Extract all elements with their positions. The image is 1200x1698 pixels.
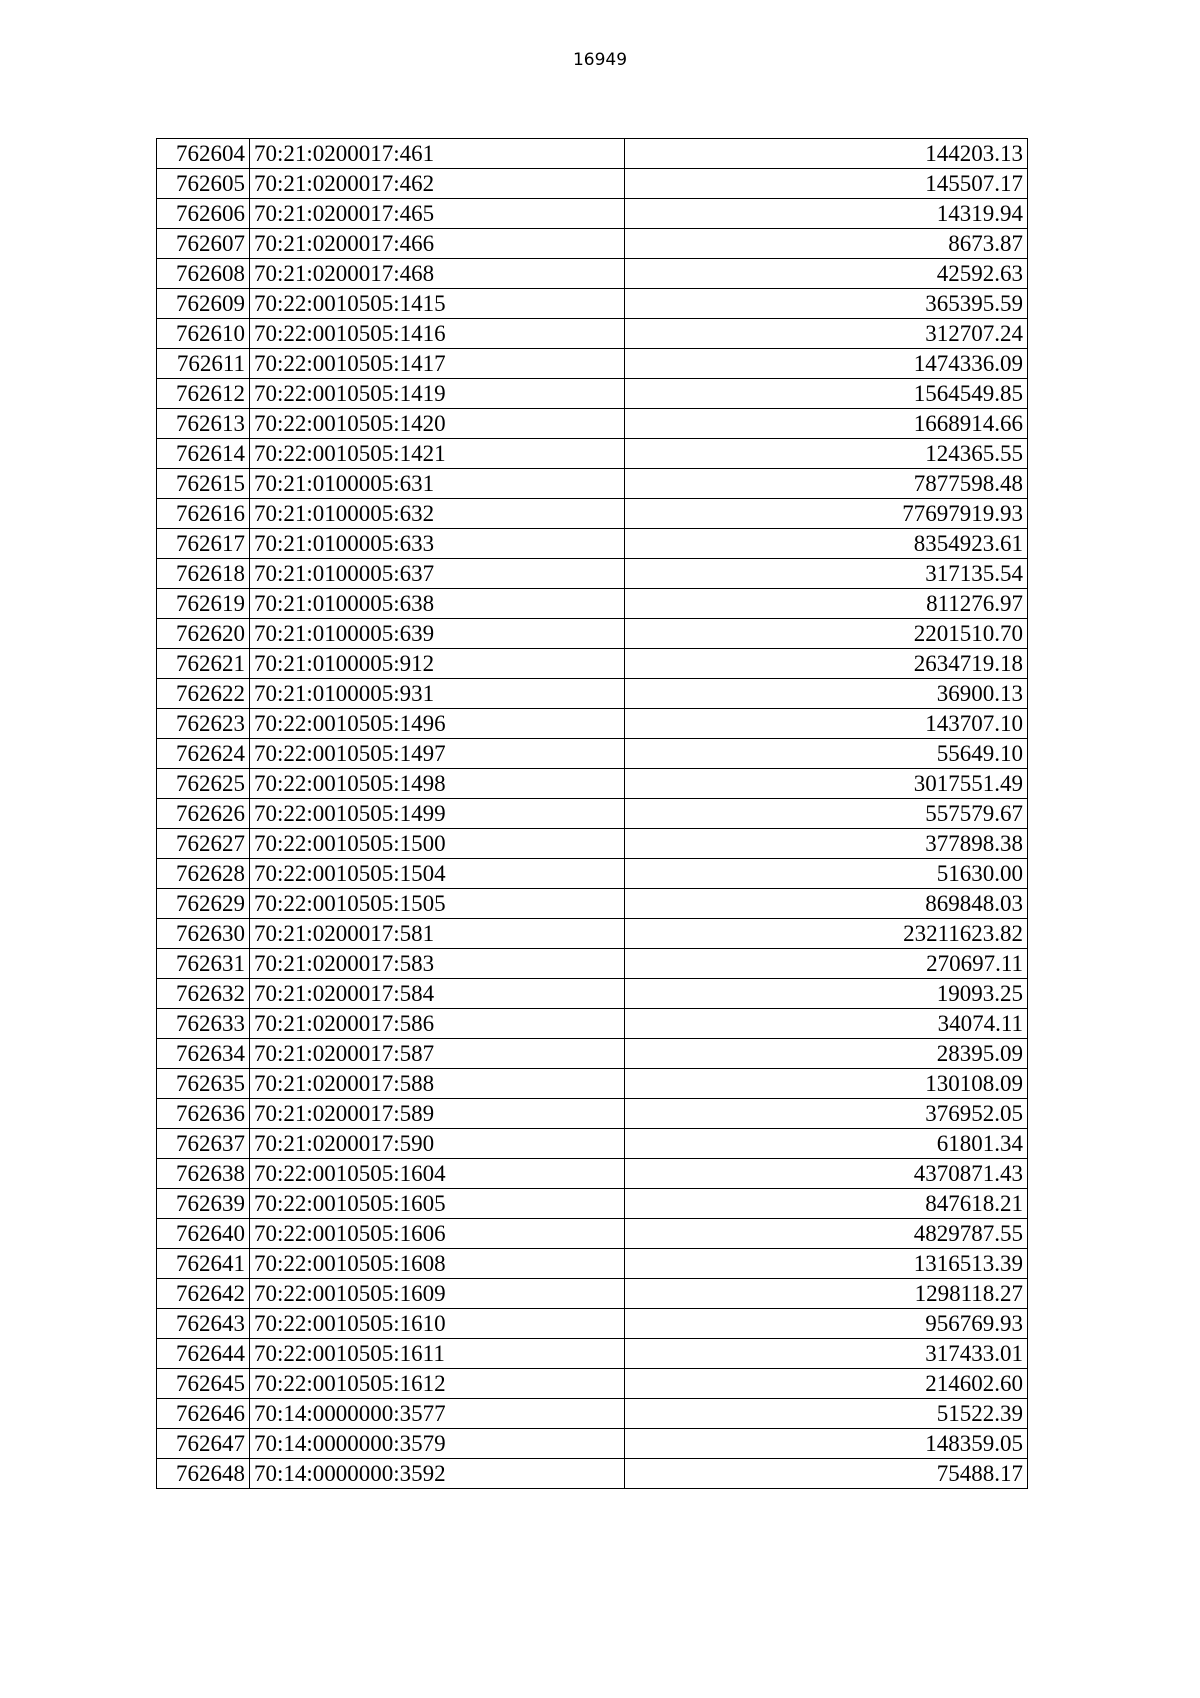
- cadastral-value-cell: 377898.38: [625, 829, 1028, 859]
- row-number-cell: 762610: [157, 319, 250, 349]
- cadastral-number-cell: 70:21:0200017:587: [250, 1039, 625, 1069]
- page-number: 16949: [572, 50, 628, 70]
- cadastral-number-cell: 70:22:0010505:1611: [250, 1339, 625, 1369]
- table-row: [157, 1009, 1028, 1039]
- cadastral-number-cell: 70:21:0200017:588: [250, 1069, 625, 1099]
- table-row: [157, 229, 1028, 259]
- cadastral-number-cell: 70:21:0200017:465: [250, 199, 625, 229]
- table-body: [157, 139, 1028, 1489]
- cadastral-value-cell: 75488.17: [625, 1459, 1028, 1489]
- cadastral-number-cell: 70:21:0100005:631: [250, 469, 625, 499]
- cadastral-number-cell: 70:21:0100005:639: [250, 619, 625, 649]
- cadastral-number-cell: 70:22:0010505:1497: [250, 739, 625, 769]
- row-number-cell: 762630: [157, 919, 250, 949]
- cadastral-value-cell: 365395.59: [625, 289, 1028, 319]
- cadastral-number-cell: 70:22:0010505:1612: [250, 1369, 625, 1399]
- cadastral-number-cell: 70:21:0200017:468: [250, 259, 625, 289]
- row-number-cell: 762639: [157, 1189, 250, 1219]
- cadastral-number-cell: 70:22:0010505:1500: [250, 829, 625, 859]
- row-number-cell: 762604: [157, 139, 250, 169]
- cadastral-number-cell: 70:22:0010505:1609: [250, 1279, 625, 1309]
- row-number-cell: 762614: [157, 439, 250, 469]
- cadastral-number-cell: 70:14:0000000:3579: [250, 1429, 625, 1459]
- cadastral-number-cell: 70:21:0200017:584: [250, 979, 625, 1009]
- cadastral-value-cell: 4370871.43: [625, 1159, 1028, 1189]
- cadastral-value-cell: 811276.97: [625, 589, 1028, 619]
- row-number-cell: 762623: [157, 709, 250, 739]
- row-number-cell: 762613: [157, 409, 250, 439]
- cadastral-number-cell: 70:21:0100005:633: [250, 529, 625, 559]
- row-number-cell: 762636: [157, 1099, 250, 1129]
- row-number-cell: 762643: [157, 1309, 250, 1339]
- cadastral-value-cell: 51522.39: [625, 1399, 1028, 1429]
- cadastral-number-cell: 70:22:0010505:1604: [250, 1159, 625, 1189]
- cadastral-number-cell: 70:14:0000000:3577: [250, 1399, 625, 1429]
- cadastral-value-cell: 847618.21: [625, 1189, 1028, 1219]
- cadastral-value-cell: 3017551.49: [625, 769, 1028, 799]
- cadastral-number-cell: 70:21:0100005:632: [250, 499, 625, 529]
- cadastral-number-cell: 70:22:0010505:1504: [250, 859, 625, 889]
- row-number-cell: 762638: [157, 1159, 250, 1189]
- cadastral-value-cell: 23211623.82: [625, 919, 1028, 949]
- cadastral-value-cell: 557579.67: [625, 799, 1028, 829]
- cadastral-number-cell: 70:22:0010505:1605: [250, 1189, 625, 1219]
- table-row: [157, 1279, 1028, 1309]
- cadastral-number-cell: 70:21:0200017:581: [250, 919, 625, 949]
- cadastral-number-cell: 70:22:0010505:1417: [250, 349, 625, 379]
- cadastral-value-cell: 1668914.66: [625, 409, 1028, 439]
- row-number-cell: 762640: [157, 1219, 250, 1249]
- table-row: [157, 829, 1028, 859]
- cadastral-number-cell: 70:21:0200017:461: [250, 139, 625, 169]
- row-number-cell: 762629: [157, 889, 250, 919]
- table-row: [157, 349, 1028, 379]
- cadastral-value-cell: 19093.25: [625, 979, 1028, 1009]
- row-number-cell: 762609: [157, 289, 250, 319]
- row-number-cell: 762608: [157, 259, 250, 289]
- cadastral-value-cell: 130108.09: [625, 1069, 1028, 1099]
- row-number-cell: 762645: [157, 1369, 250, 1399]
- row-number-cell: 762618: [157, 559, 250, 589]
- row-number-cell: 762646: [157, 1399, 250, 1429]
- cadastral-number-cell: 70:21:0100005:637: [250, 559, 625, 589]
- row-number-cell: 762605: [157, 169, 250, 199]
- table-row: [157, 1099, 1028, 1129]
- cadastral-value-cell: 55649.10: [625, 739, 1028, 769]
- table-row: [157, 859, 1028, 889]
- row-number-cell: 762606: [157, 199, 250, 229]
- row-number-cell: 762628: [157, 859, 250, 889]
- cadastral-value-cell: 61801.34: [625, 1129, 1028, 1159]
- row-number-cell: 762626: [157, 799, 250, 829]
- row-number-cell: 762607: [157, 229, 250, 259]
- cadastral-value-cell: 42592.63: [625, 259, 1028, 289]
- table-row: [157, 1459, 1028, 1489]
- cadastral-value-cell: 124365.55: [625, 439, 1028, 469]
- cadastral-number-cell: 70:22:0010505:1498: [250, 769, 625, 799]
- cadastral-value-cell: 270697.11: [625, 949, 1028, 979]
- row-number-cell: 762621: [157, 649, 250, 679]
- cadastral-number-cell: 70:22:0010505:1606: [250, 1219, 625, 1249]
- cadastral-number-cell: 70:22:0010505:1421: [250, 439, 625, 469]
- row-number-cell: 762620: [157, 619, 250, 649]
- cadastral-number-cell: 70:22:0010505:1499: [250, 799, 625, 829]
- table-row: [157, 559, 1028, 589]
- cadastral-number-cell: 70:22:0010505:1608: [250, 1249, 625, 1279]
- cadastral-value-cell: 4829787.55: [625, 1219, 1028, 1249]
- table-row: [157, 589, 1028, 619]
- row-number-cell: 762615: [157, 469, 250, 499]
- table-row: [157, 319, 1028, 349]
- cadastral-value-cell: 8354923.61: [625, 529, 1028, 559]
- cadastral-value-cell: 317433.01: [625, 1339, 1028, 1369]
- table-row: [157, 169, 1028, 199]
- table-row: [157, 1159, 1028, 1189]
- cadastral-value-cell: 317135.54: [625, 559, 1028, 589]
- row-number-cell: 762619: [157, 589, 250, 619]
- row-number-cell: 762633: [157, 1009, 250, 1039]
- cadastral-value-cell: 148359.05: [625, 1429, 1028, 1459]
- row-number-cell: 762616: [157, 499, 250, 529]
- row-number-cell: 762647: [157, 1429, 250, 1459]
- table-row: [157, 199, 1028, 229]
- row-number-cell: 762637: [157, 1129, 250, 1159]
- table-row: [157, 409, 1028, 439]
- cadastral-value-cell: 144203.13: [625, 139, 1028, 169]
- table-row: [157, 1339, 1028, 1369]
- cadastral-value-cell: 214602.60: [625, 1369, 1028, 1399]
- row-number-cell: 762611: [157, 349, 250, 379]
- table-row: [157, 1039, 1028, 1069]
- cadastral-value-cell: 1474336.09: [625, 349, 1028, 379]
- table-row: [157, 1399, 1028, 1429]
- row-number-cell: 762648: [157, 1459, 250, 1489]
- table-row: [157, 1219, 1028, 1249]
- cadastral-value-cell: 8673.87: [625, 229, 1028, 259]
- cadastral-value-cell: 51630.00: [625, 859, 1028, 889]
- table-row: [157, 769, 1028, 799]
- cadastral-number-cell: 70:21:0200017:462: [250, 169, 625, 199]
- cadastral-number-cell: 70:14:0000000:3592: [250, 1459, 625, 1489]
- table-row: [157, 1189, 1028, 1219]
- table-row: [157, 649, 1028, 679]
- cadastral-number-cell: 70:22:0010505:1505: [250, 889, 625, 919]
- cadastral-value-cell: 376952.05: [625, 1099, 1028, 1129]
- cadastral-value-cell: 1298118.27: [625, 1279, 1028, 1309]
- table-row: [157, 949, 1028, 979]
- cadastral-value-table: [156, 138, 1028, 1489]
- cadastral-value-cell: 145507.17: [625, 169, 1028, 199]
- cadastral-number-cell: 70:21:0200017:586: [250, 1009, 625, 1039]
- row-number-cell: 762641: [157, 1249, 250, 1279]
- row-number-cell: 762632: [157, 979, 250, 1009]
- cadastral-number-cell: 70:22:0010505:1496: [250, 709, 625, 739]
- cadastral-number-cell: 70:22:0010505:1610: [250, 1309, 625, 1339]
- table-row: [157, 439, 1028, 469]
- cadastral-value-cell: 2201510.70: [625, 619, 1028, 649]
- row-number-cell: 762625: [157, 769, 250, 799]
- table-row: [157, 709, 1028, 739]
- cadastral-number-cell: 70:22:0010505:1420: [250, 409, 625, 439]
- cadastral-value-cell: 36900.13: [625, 679, 1028, 709]
- table-row: [157, 679, 1028, 709]
- cadastral-value-cell: 7877598.48: [625, 469, 1028, 499]
- table-row: [157, 289, 1028, 319]
- row-number-cell: 762624: [157, 739, 250, 769]
- table-row: [157, 799, 1028, 829]
- table-row: [157, 619, 1028, 649]
- table-row: [157, 139, 1028, 169]
- row-number-cell: 762634: [157, 1039, 250, 1069]
- row-number-cell: 762635: [157, 1069, 250, 1099]
- table-row: [157, 739, 1028, 769]
- cadastral-number-cell: 70:21:0100005:912: [250, 649, 625, 679]
- cadastral-number-cell: 70:21:0200017:466: [250, 229, 625, 259]
- table-row: [157, 979, 1028, 1009]
- cadastral-value-cell: 1316513.39: [625, 1249, 1028, 1279]
- cadastral-value-cell: 956769.93: [625, 1309, 1028, 1339]
- row-number-cell: 762642: [157, 1279, 250, 1309]
- cadastral-value-cell: 14319.94: [625, 199, 1028, 229]
- cadastral-value-cell: 143707.10: [625, 709, 1028, 739]
- table-row: [157, 1309, 1028, 1339]
- table-row: [157, 379, 1028, 409]
- row-number-cell: 762617: [157, 529, 250, 559]
- cadastral-number-cell: 70:21:0100005:931: [250, 679, 625, 709]
- cadastral-value-cell: 34074.11: [625, 1009, 1028, 1039]
- table-row: [157, 499, 1028, 529]
- cadastral-value-cell: 312707.24: [625, 319, 1028, 349]
- cadastral-number-cell: 70:21:0200017:590: [250, 1129, 625, 1159]
- cadastral-number-cell: 70:21:0100005:638: [250, 589, 625, 619]
- cadastral-value-cell: 77697919.93: [625, 499, 1028, 529]
- cadastral-number-cell: 70:21:0200017:583: [250, 949, 625, 979]
- cadastral-value-cell: 1564549.85: [625, 379, 1028, 409]
- cadastral-number-cell: 70:22:0010505:1416: [250, 319, 625, 349]
- cadastral-number-cell: 70:22:0010505:1419: [250, 379, 625, 409]
- row-number-cell: 762622: [157, 679, 250, 709]
- cadastral-value-cell: 869848.03: [625, 889, 1028, 919]
- row-number-cell: 762644: [157, 1339, 250, 1369]
- table-row: [157, 1369, 1028, 1399]
- cadastral-value-cell: 28395.09: [625, 1039, 1028, 1069]
- row-number-cell: 762612: [157, 379, 250, 409]
- table-row: [157, 1069, 1028, 1099]
- table-row: [157, 889, 1028, 919]
- table-row: [157, 1249, 1028, 1279]
- table-row: [157, 529, 1028, 559]
- row-number-cell: 762631: [157, 949, 250, 979]
- cadastral-number-cell: 70:22:0010505:1415: [250, 289, 625, 319]
- table-row: [157, 919, 1028, 949]
- cadastral-value-cell: 2634719.18: [625, 649, 1028, 679]
- table-row: [157, 1429, 1028, 1459]
- table-row: [157, 1129, 1028, 1159]
- row-number-cell: 762627: [157, 829, 250, 859]
- cadastral-number-cell: 70:21:0200017:589: [250, 1099, 625, 1129]
- table-row: [157, 259, 1028, 289]
- table-row: [157, 469, 1028, 499]
